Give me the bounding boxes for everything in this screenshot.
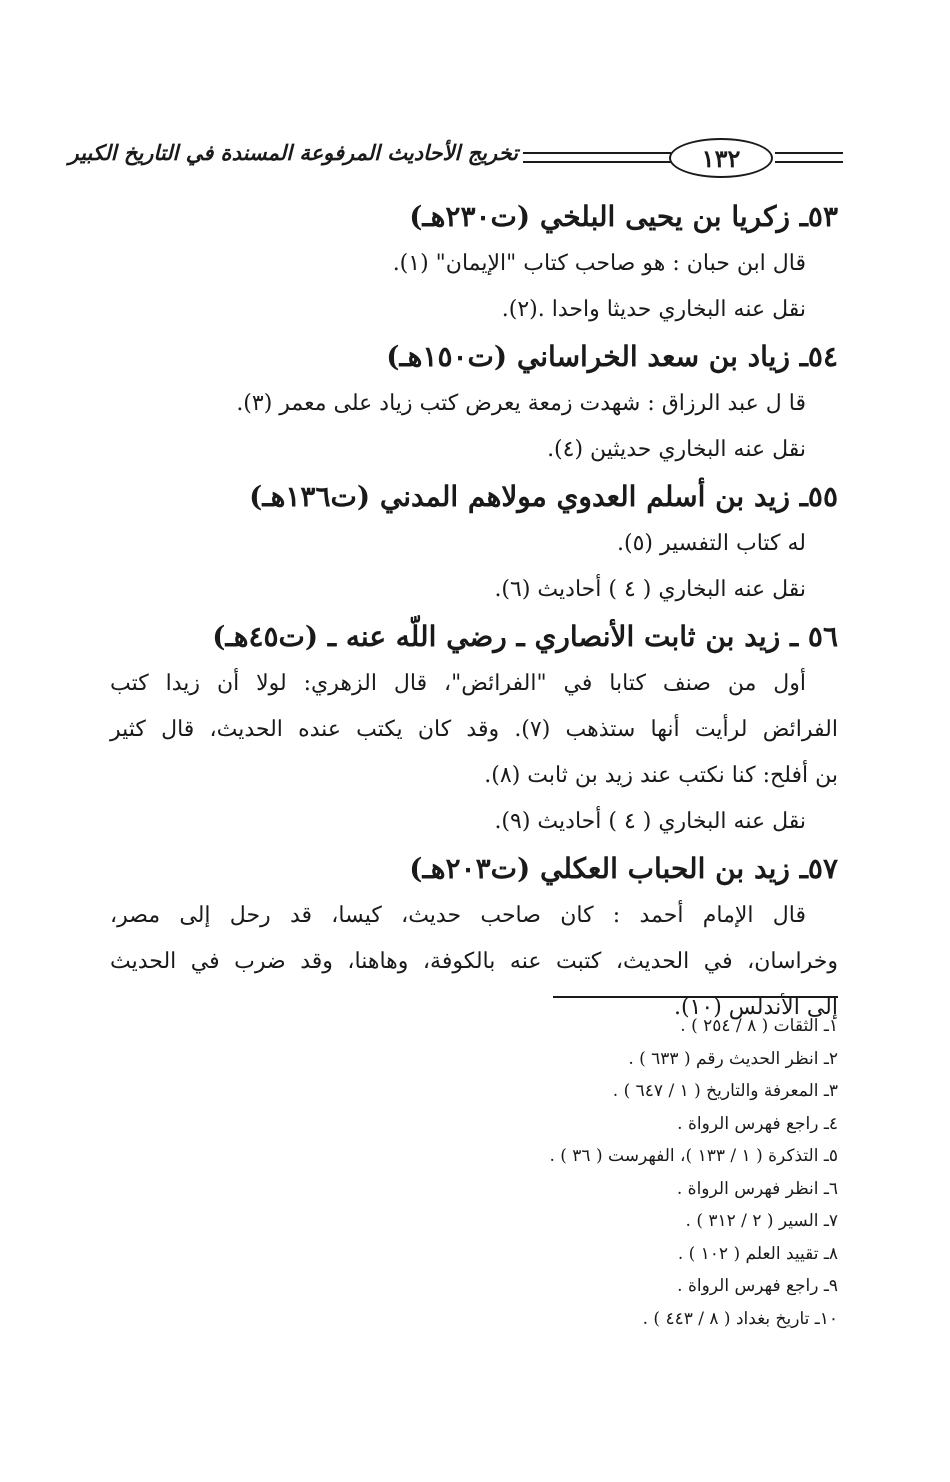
entry-56-line-1: أول من صنف كتابا في "الفرائض"، قال الزهري: لولا أن زيدا كتب [110, 671, 806, 696]
header-rule-middle [523, 152, 671, 163]
entry-53-line-1: قال ابن حبان : هو صاحب كتاب "الإيمان" (١). [392, 251, 806, 276]
entry-title-53: ٥٣ـ زكريا بن يحيى البلخي (ت٢٣٠هـ) [409, 200, 838, 233]
entry-57-line-2: وخراسان، في الحديث، كتبت عنه بالكوفة، وهاهنا، وقد ضرب في الحديث [110, 949, 838, 974]
entry-title-55: ٥٥ـ زيد بن أسلم العدوي مولاهم المدني (ت١٣٦هـ) [249, 480, 838, 513]
entry-57-line-1: قال الإمام أحمد : كان صاحب حديث، كيسا، قد رحل إلى مصر، [110, 903, 806, 928]
footnotes [338, 1010, 838, 1335]
entry-56-line-3: بن أفلح: كنا نكتب عند زيد بن ثابت (٨). [484, 763, 838, 788]
main-text [110, 193, 838, 1031]
footnote-10: ١٠ـ تاريخ بغداد ( ٨ / ٤٤٣ ) . [642, 1308, 838, 1329]
running-title: تخريج الأحاديث المرفوعة المسندة في التاريخ الكبير [68, 140, 518, 165]
footnote-separator [553, 996, 838, 998]
running-header [68, 128, 843, 188]
entry-title-54: ٥٤ـ زياد بن سعد الخراساني (ت١٥٠هـ) [386, 340, 838, 373]
entry-54-line-2: نقل عنه البخاري حديثين (٤). [547, 437, 806, 462]
entry-53-line-2: نقل عنه البخاري حديثا واحدا .(٢). [501, 297, 806, 322]
entry-55-line-1: له كتاب التفسير (٥). [617, 531, 806, 556]
header-rule-right [775, 152, 843, 163]
entry-56-line-4: نقل عنه البخاري ( ٤ ) أحاديث (٩). [494, 809, 806, 834]
footnote-8: ٨ـ تقييد العلم ( ١٠٢ ) . [677, 1243, 838, 1264]
entry-54-line-1: قا ل عبد الرزاق : شهدت زمعة يعرض كتب زياد على معمر (٣). [236, 391, 806, 416]
footnote-5: ٥ـ التذكرة ( ١ / ١٣٣ )، الفهرست ( ٣٦ ) . [549, 1146, 838, 1166]
footnote-7: ٧ـ السير ( ٢ / ٣١٢ ) . [685, 1211, 838, 1231]
footnote-3: ٣ـ المعرفة والتاريخ ( ١ / ٦٤٧ ) . [612, 1081, 838, 1101]
footnote-2: ٢ـ انظر الحديث رقم ( ٦٣٣ ) . [628, 1048, 838, 1069]
entry-56-line-2: الفرائض لرأيت أنها ستذهب (٧). وقد كان يكتب عنده الحديث، قال كثير [110, 717, 838, 742]
entry-57-line-3: إلى الأندلس (١٠). [673, 995, 838, 1020]
entry-55-line-2: نقل عنه البخاري ( ٤ ) أحاديث (٦). [494, 577, 806, 602]
footnote-9: ٩ـ راجع فهرس الرواة . [677, 1276, 838, 1296]
page-number: ١٣٢ [669, 138, 773, 178]
footnote-6: ٦ـ انظر فهرس الرواة . [676, 1178, 838, 1199]
footnote-4: ٤ـ راجع فهرس الرواة . [677, 1113, 838, 1134]
entry-title-57: ٥٧ـ زيد بن الحباب العكلي (ت٢٠٣هـ) [409, 852, 838, 885]
entry-title-56: ٥٦ ـ زيد بن ثابت الأنصاري ـ رضي اللّه عنه ـ (ت٤٥هـ) [212, 620, 838, 653]
footnote-1: ١ـ الثقات ( ٨ / ٢٥٤ ) . [680, 1016, 838, 1036]
